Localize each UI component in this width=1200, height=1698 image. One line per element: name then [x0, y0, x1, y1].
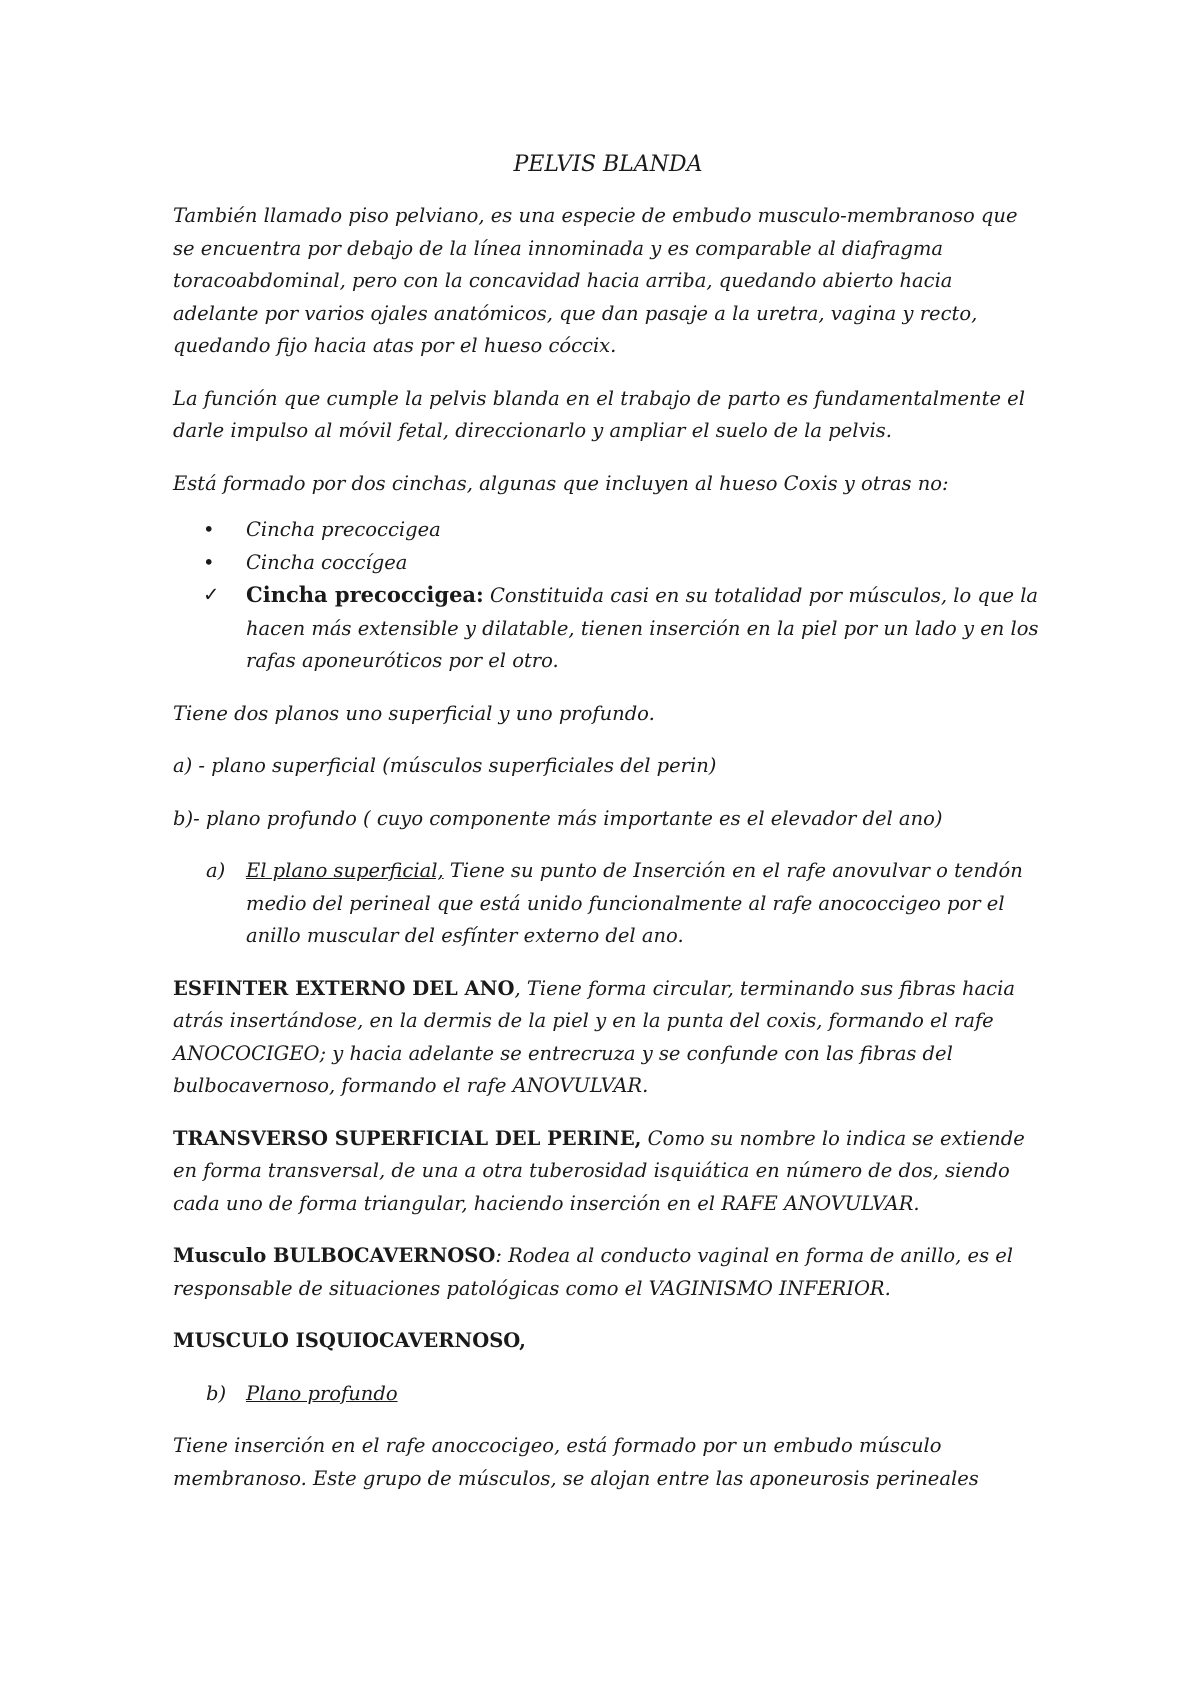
item-heading: El plano superficial,	[246, 859, 444, 882]
document-title: PELVIS BLANDA	[513, 152, 703, 177]
paragraph-intro: También llamado piso pelviano, es una especie de embudo musculo-membranoso que se encuentra por debajo de la línea innominada y es comparable al diafragma toracoabdominal, pero con la concavidad hacia arriba, quedando abierto hacia adelante por varios ojales anatómicos, que dan pasaje a la uretra, vagina y recto, quedando fijo hacia atas por el hueso cóccix.	[173, 204, 1018, 357]
section-heading: MUSCULO ISQUIOCAVERNOSO,	[173, 1329, 526, 1352]
check-list-item	[173, 579, 1043, 678]
section-text: Como su nombre lo indica se extiende en forma transversal, de una a otra tuberosidad isquiática en número de dos, siendo cada uno de forma triangular, haciendo inserción en el RAFE ANOVULVAR.	[173, 1126, 1025, 1215]
list-item-text: Cincha coccígea	[246, 550, 408, 574]
section-heading: TRANSVERSO SUPERFICIAL DEL PERINE,	[173, 1126, 642, 1150]
item-letter: b)	[206, 1381, 227, 1405]
section-heading: ESFINTER EXTERNO DEL ANO	[173, 976, 515, 1000]
cincha-list	[173, 514, 1043, 678]
paragraph-function: La función que cumple la pelvis blanda en el trabajo de parto es fundamentalmente el darle impulso al móvil fetal, direccionarlo y ampliar el suelo de la pelvis.	[173, 386, 1025, 442]
check-item-heading: Cincha precoccigea:	[246, 582, 484, 607]
list-item	[173, 547, 1043, 580]
list-item	[173, 514, 1043, 547]
section-heading: Musculo BULBOCAVERNOSO	[173, 1244, 496, 1267]
section-text: , Tiene forma circular, terminando sus fibras hacia atrás insertándose, en la dermis de la piel y en la punta del coxis, formando el rafe ANOCOCIGEO; y hacia adelante se entrecruza y se confunde con las fibras del bulbocavernoso, formando el rafe ANOVULVAR.	[173, 976, 1015, 1097]
paragraph-bulbocavernoso	[173, 1240, 1043, 1305]
item-plano-profundo	[173, 1378, 1043, 1411]
checkmark-icon: ✓	[203, 583, 220, 606]
paragraph-plano-a: a) - plano superficial (músculos superficiales del perin)	[173, 754, 717, 777]
paragraph-planos: Tiene dos planos uno superficial y uno profundo.	[173, 701, 655, 725]
paragraph-esfinter	[173, 973, 1043, 1103]
item-text: Tiene su punto de Inserción en el rafe anovulvar o tendón medio del perineal que está unido funcionalmente al rafe anococcigeo por el anillo muscular del esfínter externo del ano.	[246, 859, 1023, 947]
item-plano-superficial	[173, 855, 1043, 953]
paragraph-isquiocavernoso	[173, 1325, 1043, 1358]
check-item-text: Constituida casi en su totalidad por músculos, lo que la hacen más extensible y dilatable, tienen inserción en la piel por un lado y en los rafas aponeuróticos por el otro.	[246, 584, 1039, 672]
paragraph-cinchas: Está formado por dos cinchas, algunas que incluyen al hueso Coxis y otras no:	[173, 471, 949, 495]
paragraph-transverso	[173, 1123, 1043, 1221]
paragraph-last: Tiene inserción en el rafe anoccocigeo, está formado por un embudo músculo membranoso. Este grupo de músculos, se alojan entre las aponeurosis perineales	[173, 1434, 979, 1490]
section-text: : Rodea al conducto vaginal en forma de anillo, es el responsable de situaciones patológicas como el VAGINISMO INFERIOR.	[173, 1244, 1014, 1300]
list-item-text: Cincha precoccigea	[246, 518, 441, 541]
bullet-icon: •	[203, 550, 215, 574]
item-letter: a)	[206, 859, 226, 882]
paragraph-plano-b: b)- plano profundo ( cuyo componente más importante es el elevador del ano)	[173, 806, 943, 830]
bullet-icon: •	[203, 518, 215, 541]
item-heading: Plano profundo	[246, 1381, 398, 1405]
document-page	[173, 150, 1043, 1515]
